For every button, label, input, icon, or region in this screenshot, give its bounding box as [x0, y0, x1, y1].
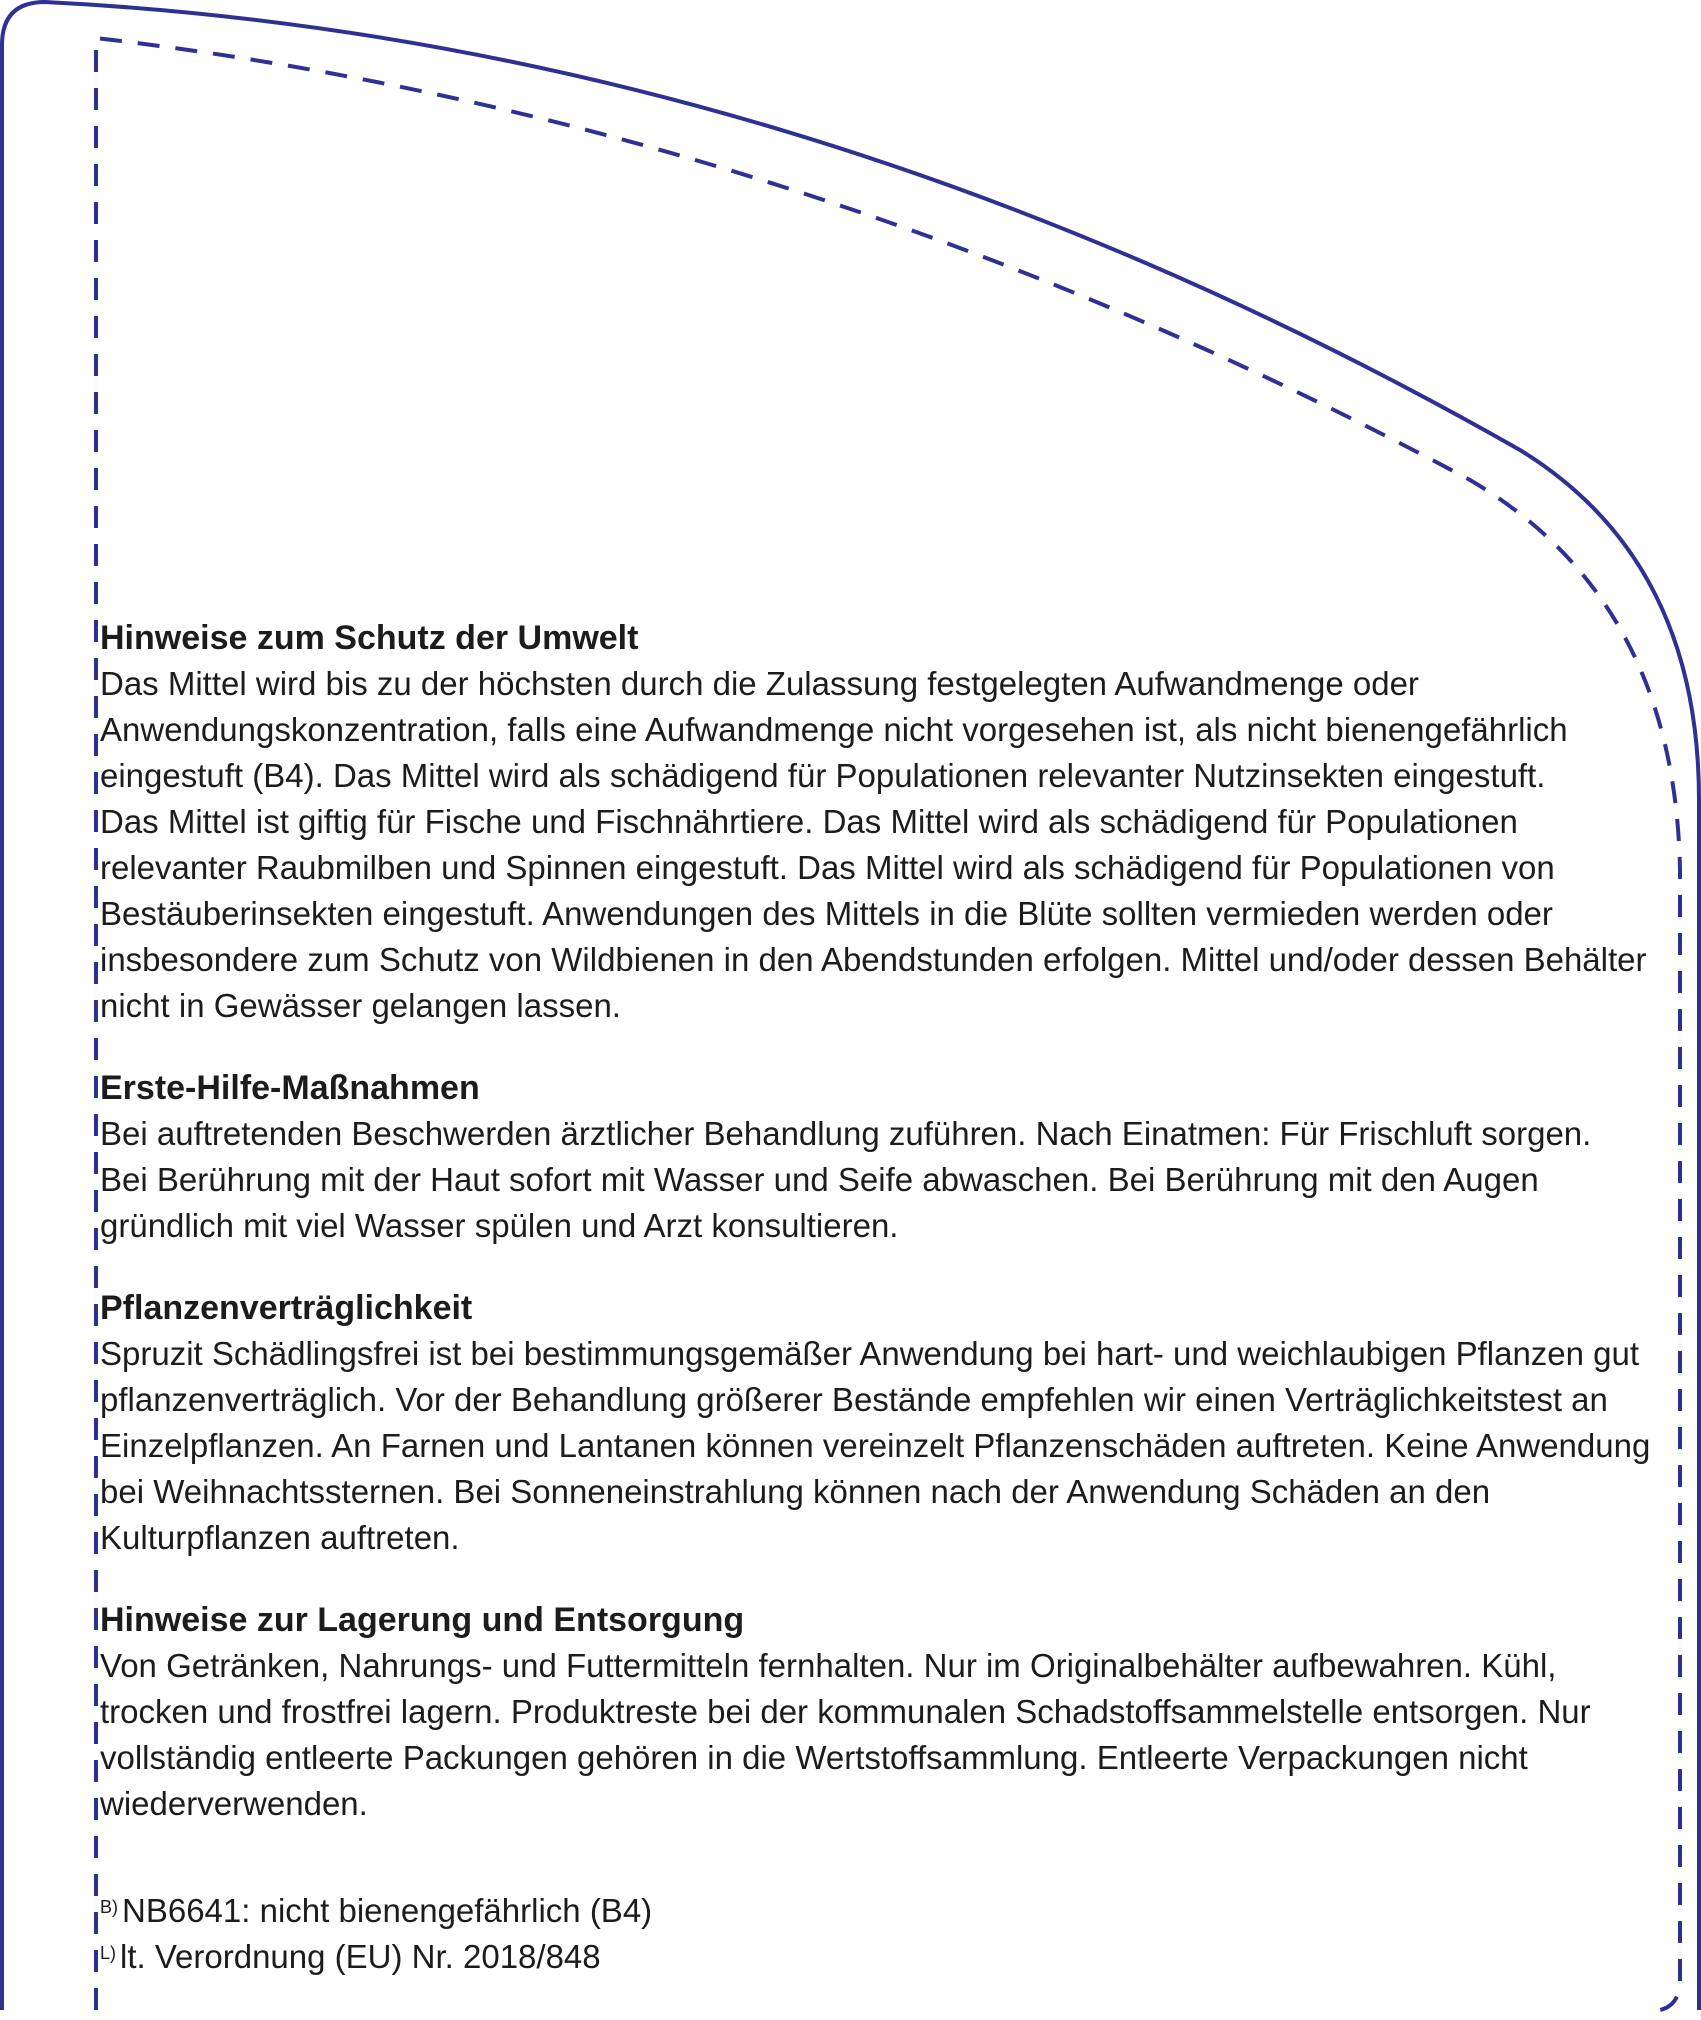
footnote-bee: [100, 1888, 1300, 1934]
footnote-mark: L): [100, 1943, 117, 1963]
label-text: [100, 615, 1665, 1863]
section-paragraph: Das Mittel ist giftig für Fische und Fischnährtiere. Das Mittel wird als schädigend für Populationen relevanter Raubmilben und Spinnen eingestuft. Das Mittel wird als schädigend für Populationen von Bestäuberinsekten eingestuft. Anwendungen des Mittels in die Blüte sollten vermieden werden oder insbesondere zum Schutz von Wildbienen in den Abendstunden erfolgen. Mittel und/oder dessen Behälter nicht in Gewässer gelangen lassen.: [100, 803, 1647, 1024]
footnote-text: NB6641: nicht bienengefährlich (B4): [122, 1892, 653, 1929]
section-heading: Erste-Hilfe-Maßnahmen: [100, 1069, 480, 1107]
section-heading: Hinweise zum Schutz der Umwelt: [100, 619, 639, 657]
footnote-regulation: [100, 1934, 1300, 1980]
section-paragraph: Bei auftretenden Beschwerden ärztlicher Behandlung zuführen. Nach Einatmen: Für Frischluft sorgen.: [100, 1115, 1592, 1152]
section-paragraph: Spruzit Schädlingsfrei ist bei bestimmungsgemäßer Anwendung bei hart- und weichlaubigen Pflanzen gut pflanzenverträglich. Vor der Behandlung größerer Bestände empfehlen wir einen Verträglichkeitstest an Einzelpflanzen. An Farnen und Lantanen können vereinzelt Pflanzenschäden auftreten. Keine Anwendung bei Weihnachtssternen. Bei Sonneneinstrahlung können nach der Anwendung Schäden an den Kulturpflanzen auftreten.: [100, 1335, 1651, 1556]
footnote-text: lt. Verordnung (EU) Nr. 2018/848: [120, 1938, 601, 1975]
section-first-aid: [100, 1065, 1665, 1249]
section-paragraph: Das Mittel wird bis zu der höchsten durch die Zulassung festgelegten Aufwandmenge oder Anwendungskonzentration, falls eine Aufwandmenge nicht vorgesehen ist, als nicht bienengefährlich eingestuft (B4). Das Mittel wird als schädigend für Populationen relevanter Nutzinsekten eingestuft.: [100, 665, 1568, 794]
footnote-mark: B): [100, 1897, 118, 1917]
section-heading: Hinweise zur Lagerung und Entsorgung: [100, 1601, 745, 1639]
section-plant-compatibility: [100, 1285, 1665, 1561]
footnotes: [100, 1888, 1300, 1980]
section-environment: [100, 615, 1665, 1029]
section-storage-disposal: [100, 1597, 1665, 1827]
section-heading: Pflanzenverträglichkeit: [100, 1289, 473, 1327]
section-paragraph: Bei Berührung mit der Haut sofort mit Wasser und Seife abwaschen. Bei Berührung mit den Augen gründlich mit viel Wasser spülen und Arzt konsultieren.: [100, 1161, 1539, 1244]
section-paragraph: Von Getränken, Nahrungs- und Futtermitteln fernhalten. Nur im Originalbehälter aufbewahren. Kühl, trocken und frostfrei lagern. Produktreste bei der kommunalen Schadstoffsammelstelle entsorgen. Nur vollständig entleerte Packungen gehören in die Wertstoffsammlung. Entleerte Verpackungen nicht wiederverwenden.: [100, 1647, 1591, 1822]
